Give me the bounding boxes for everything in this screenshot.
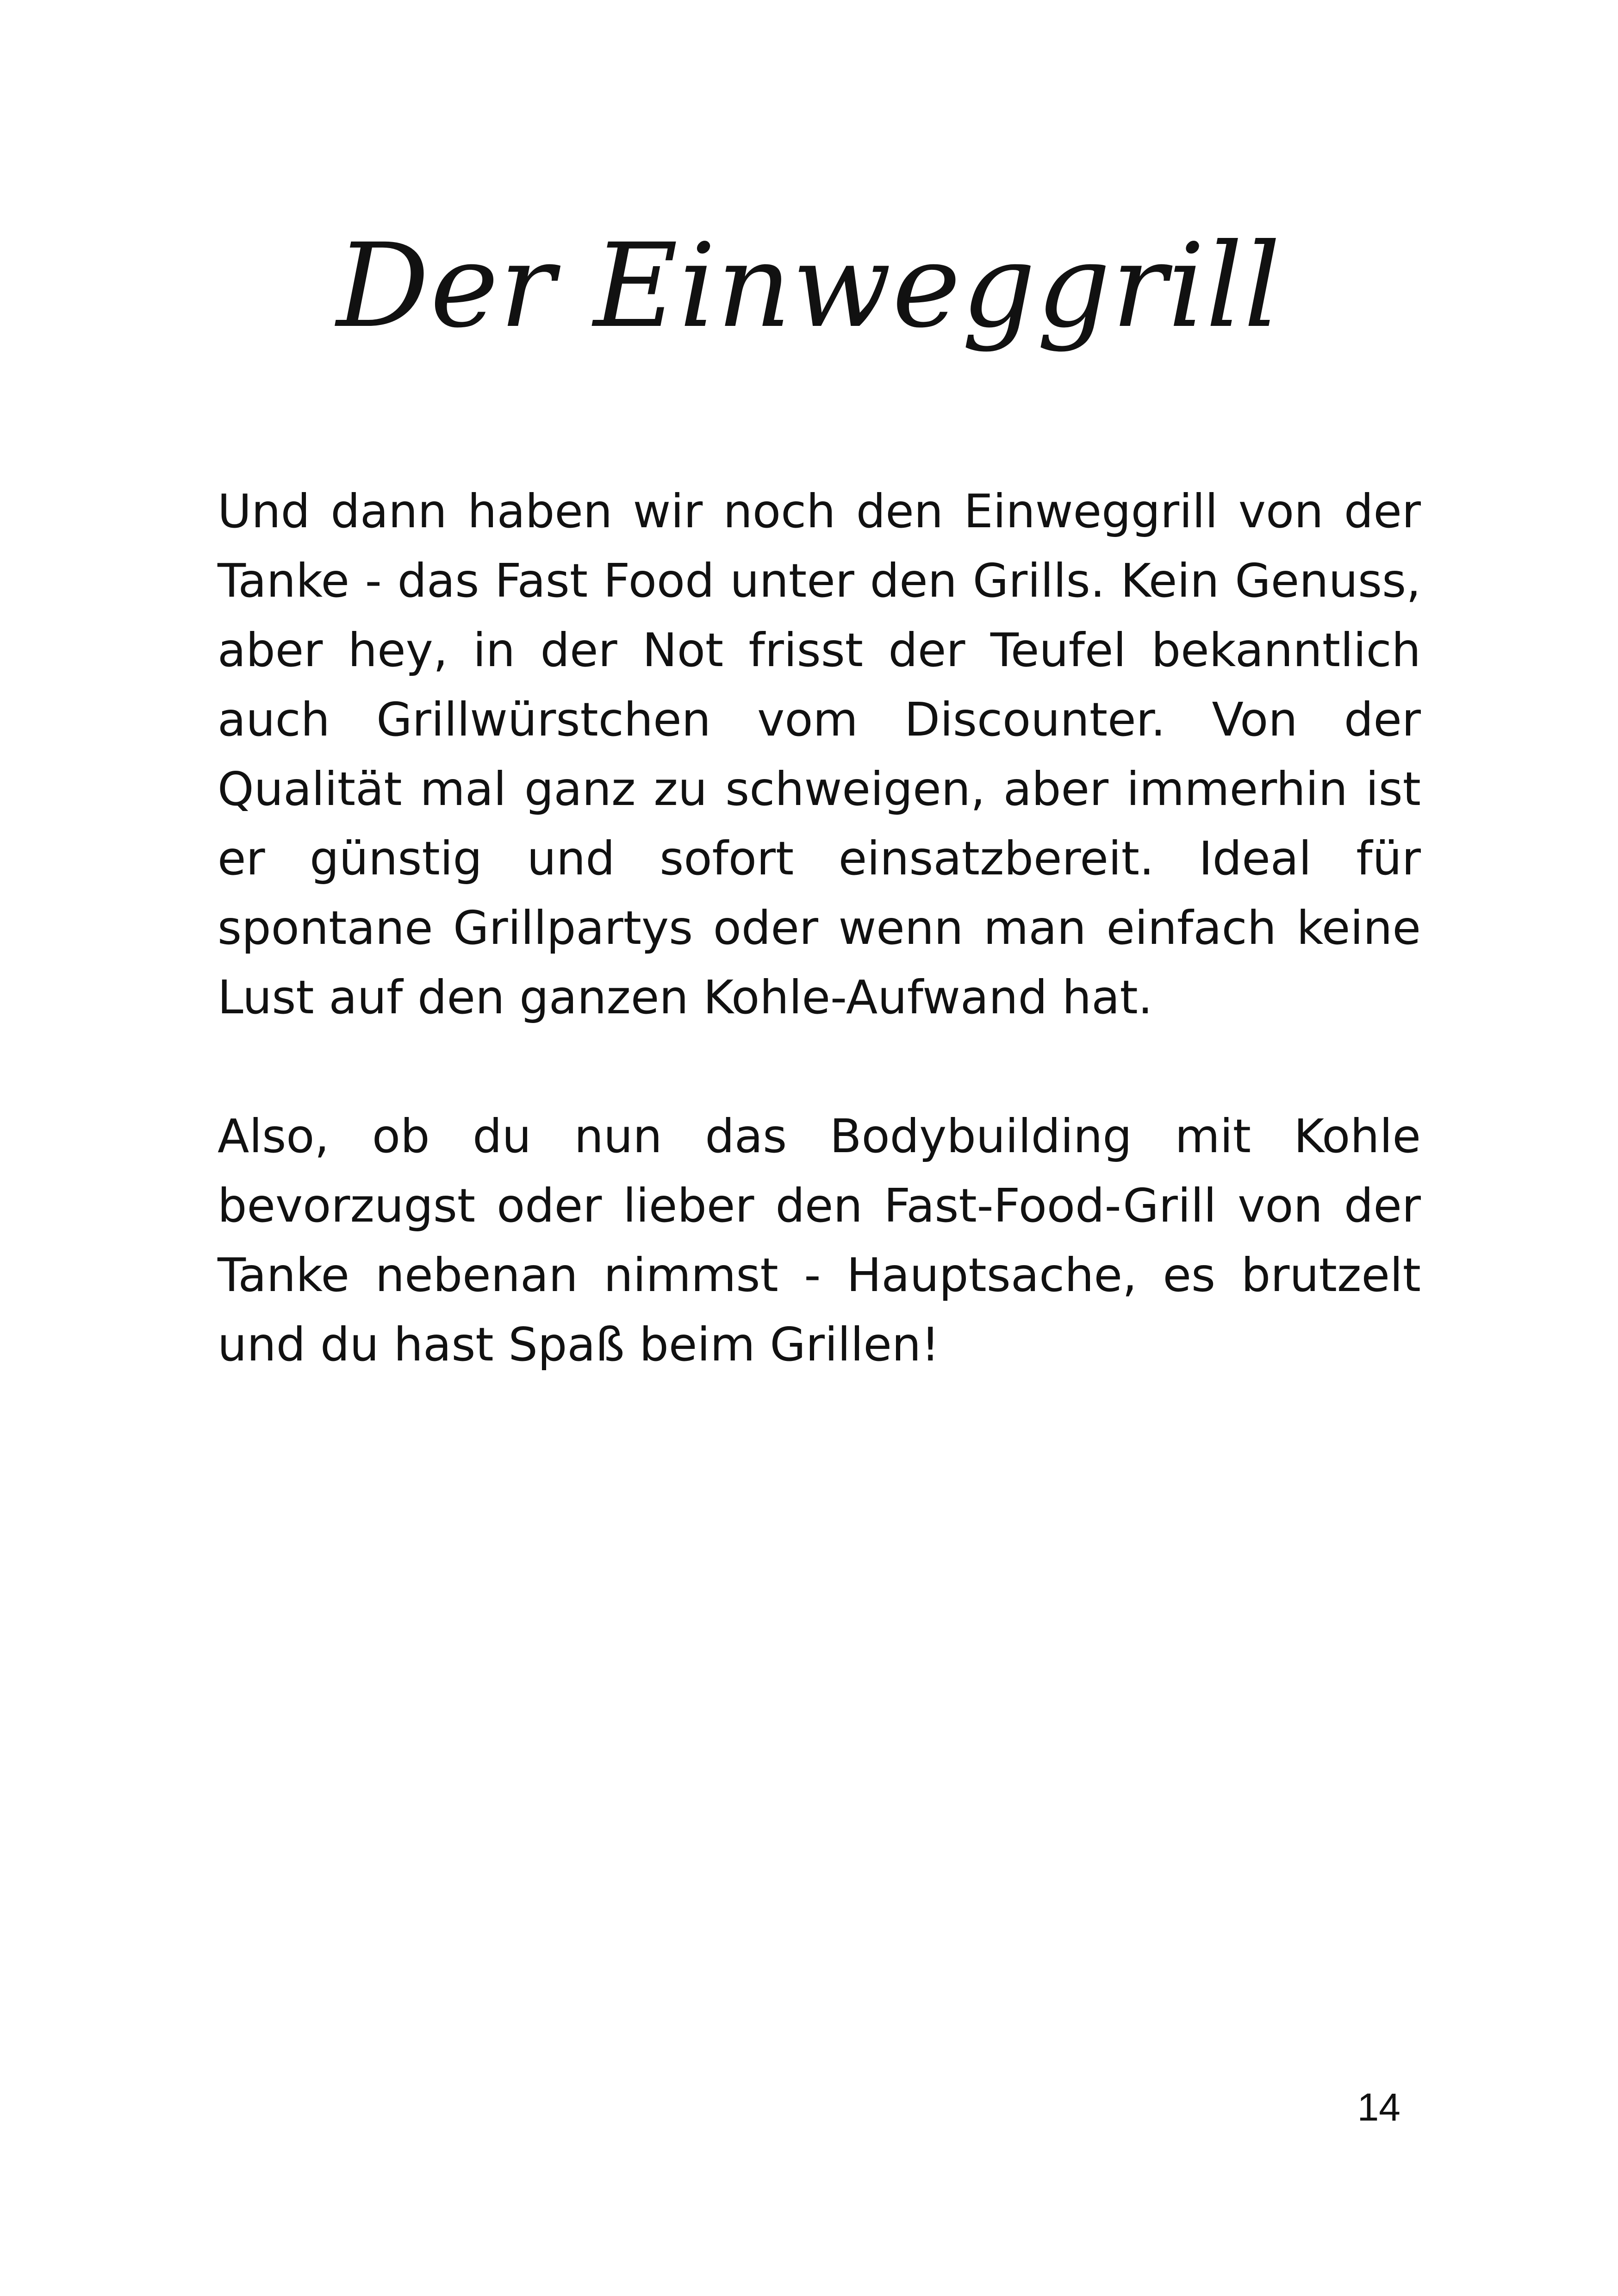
page-number: 14 bbox=[1357, 2085, 1400, 2129]
paragraph-1: Und dann haben wir noch den Einweggrill von der Tanke - das Fast Food unter den Grills. Kein Genuss, aber hey, in der Not frisst der Teufel bekanntlich auch Grillwürstchen vom Discounter. Von der Qualität mal ganz zu schweigen, aber immerhin ist er günstig und sofort einsatzbereit. Ideal für spontane Grillpartys oder wenn man einfach keine Lust auf den ganzen Kohle-Aufwand hat. bbox=[218, 484, 1421, 1024]
paragraph-2: Also, ob du nun das Bodybuilding mit Kohle bevorzugst oder lieber den Fast-Food-Grill von der Tanke nebenan nimmst - Hauptsache, es brutzelt und du hast Spaß beim Grillen! bbox=[218, 1109, 1421, 1372]
page-title: Der Einweggrill bbox=[336, 218, 1282, 353]
body-text bbox=[218, 477, 1421, 1379]
